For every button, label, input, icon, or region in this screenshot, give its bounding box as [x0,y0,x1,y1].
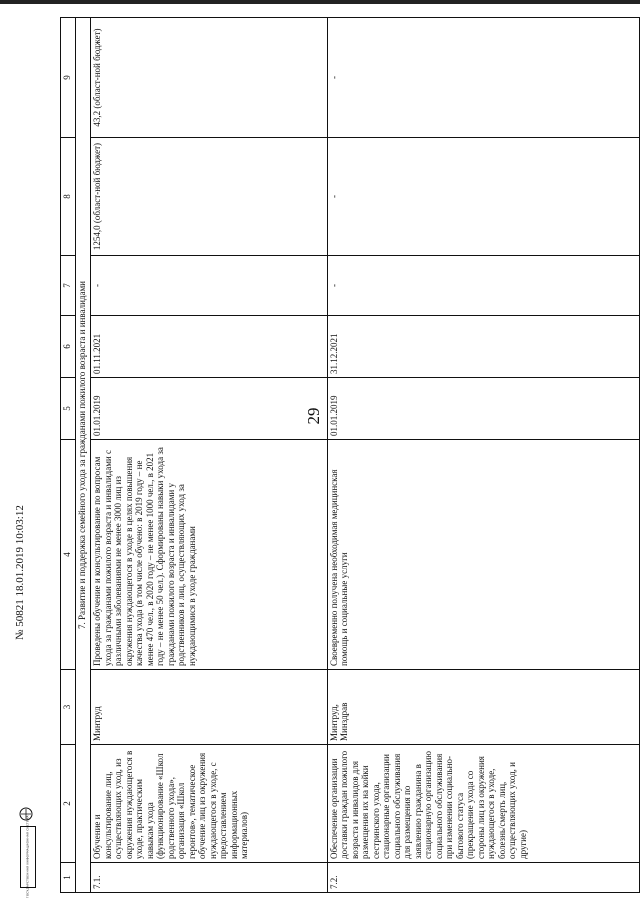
measure-cell: Обеспечение организации доставки граждан пожилого возраста и инвалидов для размещения их на койки сестринского ухода, стационарные организации социального обслуживания для размещения по заявлению гражданина в стационарную организацию социального обслуживания при изменении социально-бытового статуса (прекращение ухода со стороны лиц из окружения нуждающегося в уходе, болезнь/смерть лиц, осуществляющих уход, и другие) [327,745,639,863]
row-number: 7.2. [327,863,639,893]
measure-cell: Обучение и консультирование лиц, осуществляющих уход, из окружения нуждающегося в уходе, практическим навыкам ухода (функционирование «Школ родственного ухода», организация «Школ геронтов», тематическое обучение лиц из окружения нуждающегося в уходе, с предоставлением информационных материалов) [91,745,327,863]
header-cell: 9 [61,18,76,138]
start-date-cell: 01.01.2019 [327,378,639,440]
executor-cell: Минтруд, Минздрав [327,670,639,745]
footer [6,640,46,899]
result-cell: Своевременно получена необходимая медицинская помощь и социальные услуги [327,440,639,670]
header-cell: 5 [61,378,76,440]
measures-table-wrapper [60,18,640,893]
start-date-cell: 01.01.2019 [91,378,327,440]
col7-cell: - [327,256,639,316]
section-title: 7. Развитие и поддержка семейного ухода за гражданами пожилого возраста и инвалидами [76,18,91,893]
row-number: 7.1. [91,863,327,893]
executor-cell: Минтруд [91,670,327,745]
table-row [327,18,639,893]
col9-cell: - [327,18,639,138]
registry-stamp [6,780,44,899]
col9-cell: 43,2 (област-ной бюджет) [91,18,327,138]
rotated-table-container [60,18,640,893]
header-cell: 1 [61,863,76,893]
stamp-label: ГОСУДАРСТВЕННАЯ ИНФОРМАЦИОННАЯ СИСТЕМА [26,815,30,899]
end-date-cell: 01.11.2021 [91,316,327,378]
header-cell: 8 [61,138,76,256]
end-date-cell: 31.12.2021 [327,316,639,378]
col7-cell: - [91,256,327,316]
measures-table [60,17,640,893]
header-row [61,18,76,893]
result-cell: Проведены обучение и консультирование по вопросам ухода за гражданами пожилого возраста и инвалидами с различными заболеваниями не менее 3000 лиц из окружения нуждающегося в уходе в целях повышения качества ухода (в том числе обучено: в 2019 году – не менее 470 чел., в 2020 году – не менее 1000 чел., в 2021 году – не менее 50 чел.). Сформированы навыки ухода за гражданами пожилого возраста и инвалидами у родственников и лиц, осуществляющих уход за нуждающимися в уходе гражданами [91,440,327,670]
page-number: 29 [304,407,323,425]
scan-edge [0,0,640,4]
header-cell: 4 [61,440,76,670]
registration-number: № 50821 18.01.2019 10:03:12 [14,505,26,640]
col8-cell: - [327,138,639,256]
stamp-text [20,815,36,899]
header-cell: 2 [61,745,76,863]
header-cell: 6 [61,316,76,378]
col8-cell: 1254,0 (област-ной бюджет) [91,138,327,256]
header-cell: 3 [61,670,76,745]
header-cell: 7 [61,256,76,316]
section-row [76,18,91,893]
table-row [91,18,327,893]
emblem-icon [16,800,36,828]
